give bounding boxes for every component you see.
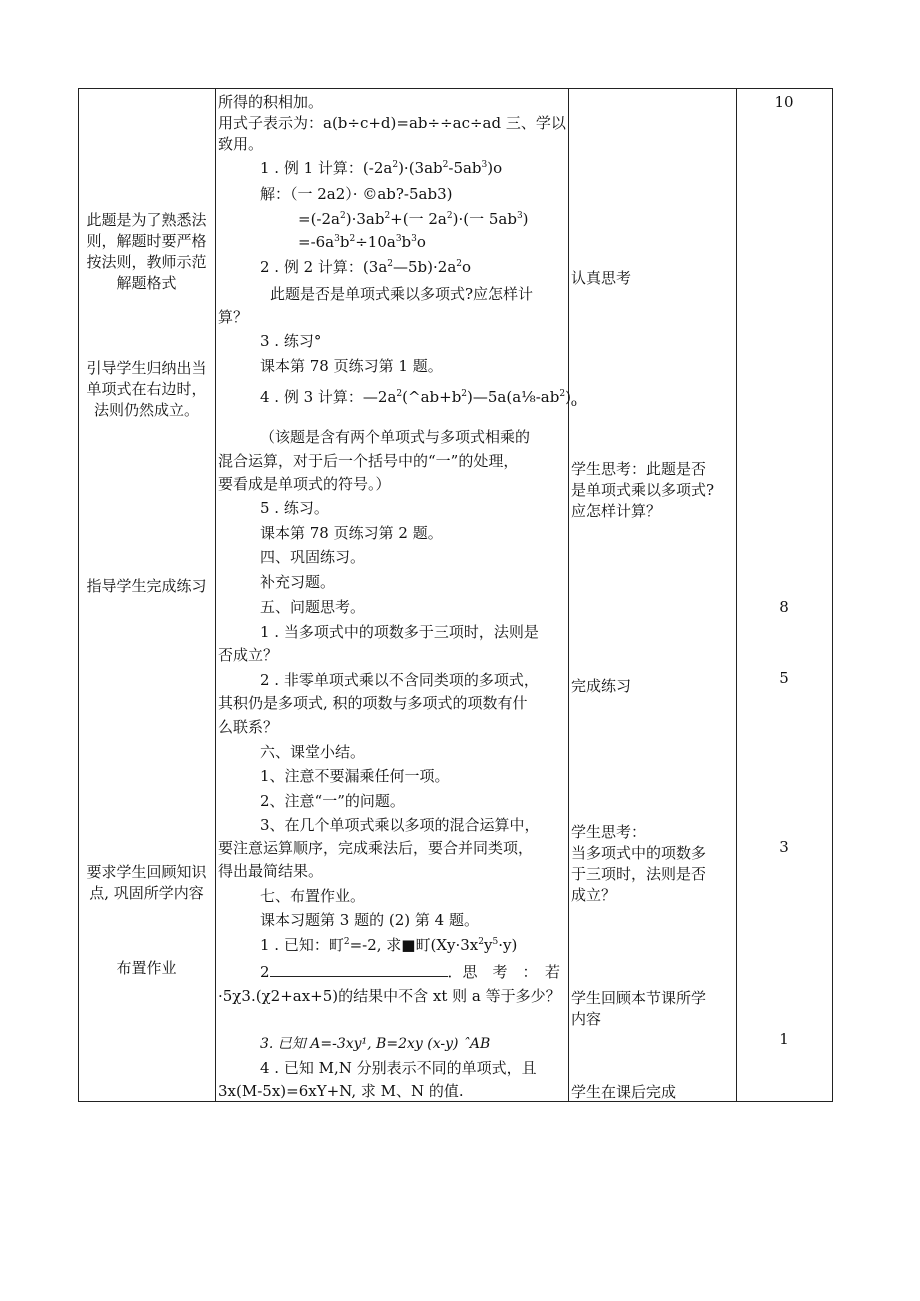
column-divider-3 (736, 89, 737, 1101)
content-line: 七、布置作业。 (260, 887, 366, 905)
content-line: 否成立？ (218, 646, 279, 664)
content-line: 用式子表示为：a(b÷c+d)=ab÷÷ac÷ad 三、学以 (218, 114, 566, 132)
content-line: 五、问题思考。 (260, 598, 366, 616)
content-line: 六、课堂小结。 (260, 743, 366, 761)
time-minutes: 5 (779, 669, 789, 687)
content-line: 此题是否是单项式乘以多项式?应怎样计 (270, 285, 534, 303)
content-line: 混合运算，对于后一个括号中的“一”的处理， (218, 452, 519, 470)
content-line: 得出最简结果。 (218, 862, 324, 880)
content-line: 要看成是单项式的符号。） (218, 475, 391, 493)
time-minutes: 10 (774, 93, 794, 111)
solution-line: $=(-2a^2)\cdot 3ab^2+$(一 $2a^2)\cdot$(一 $5ab^3$) (298, 210, 529, 228)
time-minutes: 3 (779, 838, 789, 856)
homework-1: 1 . 已知：町$^2$=-2, 求■町$(Xy\cdot 3x^2y^5\cdot y)$ (260, 936, 518, 954)
example-3: 4 . 例 3 计算：$—2a^2(\^{}ab+b^2)—5a(a\frac{1}{8}-ab^2)_o$ (260, 388, 577, 409)
content-line: 4 . 已知 M,N 分别表示不同的单项式，且 (260, 1059, 537, 1077)
blank-underline (270, 962, 448, 977)
content-line: 致用。 (218, 135, 264, 153)
content-line: 3x(M-5x)=6xY+N, 求 M、N 的值. (218, 1082, 464, 1100)
student-activity: 学生在课后完成 (571, 1083, 677, 1101)
content-line: 1、注意不要漏乘任何一项。 (260, 767, 450, 785)
student-activity: 学生回顾本节课所学 内容 (571, 989, 707, 1028)
content-line: 1 . 当多项式中的项数多于三项时，法则是 (260, 623, 539, 641)
content-line: 要注意运算顺序，完成乘法后，要合并同类项， (218, 839, 534, 857)
time-minutes: 1 (779, 1030, 789, 1048)
column-divider-2 (568, 89, 569, 1101)
content-line: 课本第 78 页练习第 1 题。 (260, 357, 443, 375)
note-familiarize-rule: 此题是为了熟悉法 则，解题时要严格 按法则，教师示范 解题格式 (86, 211, 207, 292)
content-line: ·5χ3.(χ2+ax+5)的结果中不含 xt 则 a 等于多少？ (218, 987, 561, 1005)
student-activity: 认真思考 (571, 269, 632, 287)
solution-line: 解：（一 2a2）· ©ab?-5ab3) (260, 185, 453, 203)
student-activity: 学生思考：此题是否 是单项式乘以多项式? 应怎样计算？ (571, 460, 715, 520)
student-activity: 完成练习 (571, 677, 632, 695)
content-line: （该题是含有两个单项式与多项式相乘的 (260, 428, 531, 446)
student-activity: 学生思考： 当多项式中的项数多 于三项时，法则是否 成立？ (571, 823, 707, 904)
note-review-knowledge: 要求学生回顾知识 点, 巩固所学内容 (86, 863, 207, 902)
content-line: 四、巩固练习。 (260, 548, 366, 566)
content-line: 课本习题第 3 题的 (2) 第 4 题。 (260, 911, 479, 929)
column-divider-1 (215, 89, 216, 1101)
content-line: 其积仍是多项式, 积的项数与多项式的项数有什 (218, 694, 528, 712)
content-line: 补充习题。 (260, 573, 336, 591)
content-line: 5 . 练习。 (260, 499, 329, 517)
example-2: 2 . 例 2 计算：$(3a^2—5b)\cdot 2a^2o$ (260, 258, 472, 276)
time-minutes: 8 (779, 598, 789, 616)
content-line: 3、在几个单项式乘以多项的混合运算中， (260, 816, 540, 834)
content-line: 3 . 练习° (260, 332, 322, 350)
content-line: 2 . 非零单项式乘以不含同类项的多项式， (260, 671, 539, 689)
note-homework: 布置作业 (116, 959, 177, 977)
solution-line: $=-6a^3b^2\div 10a^3b^3o$ (298, 233, 426, 251)
note-guide-summary: 引导学生归纳出当 单项式在右边时， 法则仍然成立。 (86, 359, 207, 419)
content-line: 2、注意“一”的问题。 (260, 792, 405, 810)
content-line: 算？ (218, 308, 249, 326)
content-line: 所得的积相加。 (218, 93, 324, 111)
homework-3: 3. 已知 A=-3xy¹, B=2xy (x-y) ˆAB (260, 1036, 491, 1052)
content-line: 课本第 78 页练习第 2 题。 (260, 524, 443, 542)
homework-2: 2 ．思 考 ： 若 (260, 963, 561, 981)
content-line: 么联系？ (218, 718, 279, 736)
example-1: 1 . 例 1 计算：$(-2a^2)\cdot(3ab^2-5ab^3)o$ (260, 159, 503, 177)
note-guide-practice: 指导学生完成练习 (86, 577, 207, 595)
